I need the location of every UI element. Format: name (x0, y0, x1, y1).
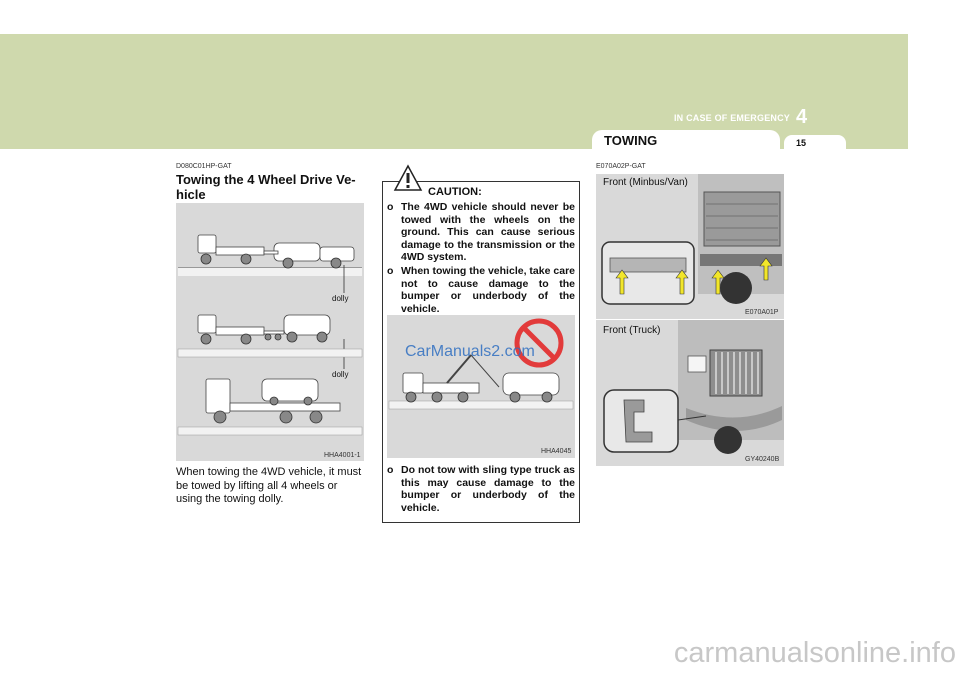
section-title: IN CASE OF EMERGENCY (673, 113, 790, 123)
page-number: 15 (796, 138, 807, 148)
warning-triangle-icon (393, 164, 423, 192)
front-van-label: Front (Minbus/Van) (603, 177, 688, 188)
sling-tow-illustration (387, 315, 575, 458)
caution-bullet-3: o (387, 464, 394, 476)
sling-truck-drawing (387, 315, 575, 458)
dolly-label-2: dolly (332, 370, 349, 379)
caution-item-2 (387, 265, 575, 315)
front-truck-tow-points (596, 320, 784, 466)
left-figure-id: HHA4001-1 (324, 452, 361, 459)
towing-scenes-drawing (176, 203, 364, 461)
caution-list-2 (387, 464, 575, 515)
towing-dolly-illustration (176, 203, 364, 461)
front-van-figure-id: E070A01P (745, 309, 779, 316)
front-van-tow-points (596, 174, 784, 319)
caution-bullet-1: o (387, 201, 394, 213)
footer-watermark[interactable]: carmanualsonline.info (673, 637, 956, 669)
front-truck-figure-id: GY40240B (745, 456, 780, 463)
caution-item-3-text: Do not tow with sling type truck as this may cause damage to the bumper or underbody of the vehicle. (401, 464, 575, 514)
truck-front-drawing (596, 320, 784, 466)
van-front-drawing (596, 174, 784, 319)
chapter-number: 4 (796, 106, 808, 128)
caution-item-3 (387, 464, 575, 514)
caution-list (387, 201, 575, 316)
left-heading-line-1: Towing the 4 Wheel Drive Ve- (176, 172, 356, 187)
caution-title: CAUTION: (428, 186, 482, 198)
left-section-code: D080C01HP-GAT (176, 163, 232, 170)
caution-bullet-2: o (387, 264, 394, 277)
caution-figure-id: HHA4045 (541, 448, 572, 455)
page-number-tab (784, 135, 846, 150)
section-tab-label: TOWING (604, 133, 658, 148)
left-body-text: When towing the 4WD vehicle, it must be towed by lifting all 4 wheels or using the towing dolly. (176, 466, 362, 505)
caution-item-2-text: When towing the vehicle, take care not to cause damage to the bumper or underbody of the vehicle. (401, 264, 575, 315)
front-truck-label: Front (Truck) (603, 325, 661, 336)
section-tab (592, 130, 780, 150)
left-heading (176, 172, 364, 202)
caution-box (382, 181, 580, 523)
caution-item-1-text: The 4WD vehicle should never be towed with the wheels on the ground. This can cause serious damage to the transmission or the 4WD system. (401, 201, 575, 264)
left-heading-line-2: hicle (176, 187, 206, 202)
dolly-label-1: dolly (332, 294, 349, 303)
caution-item-1 (387, 201, 575, 264)
carmanuals-watermark: CarManuals2.com (405, 343, 535, 360)
right-section-code: E070A02P-GAT (596, 163, 646, 170)
